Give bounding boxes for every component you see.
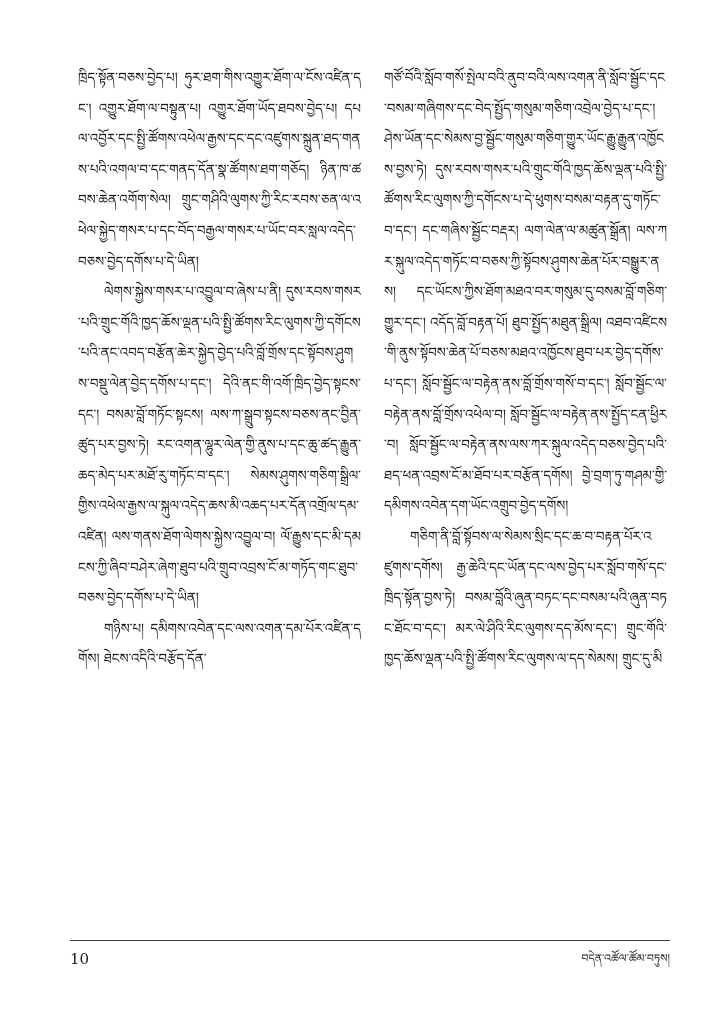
left-paragraph-3: གཉིས་པ། དམིགས་འབེན་དང་ལས་འགན་དམ་པོར་འཛིན་དགོས། ཐེངས་འདིའི་བརྩོད་དོན་	[78, 621, 361, 668]
right-text-column	[384, 64, 667, 932]
left-text-column	[78, 64, 361, 910]
left-paragraph-2: ལེགས་སྐྱེས་གསར་པ་འབྱུལ་བ་ཞེས་པ་ནི། དུས་རབས་གསར་པའི་གྲུང་གོའི་ཁྱད་ཆོས་ལྡན་པའི་སྤྱི་ཚོགས་རིང་ལུགས་ཀྱི་དགོངས་པའི་ནང་འབད་བརྩོན་ཆེར་སྐྱེད་བྱེད་པའི་བློ་གྲོས་དང་སྟོབས་ཤུགས་བསྡུ་ལེན་བྱེད་དགོས་པ་དང་། དེའི་ནང་གི་འགོ་ཁྲིད་བྱེད་སྟངས་དང་། བསམ་བློ་གཏོང་སྟངས། ལས་ཀ་སྒྲུབ་སྟངས་བཅས་ནང་བྱིན་ཚུད་པར་བྱས་ཏེ། རང་འགན་ལྷུར་ལེན་གྱི་ནུས་པ་དང་ཆུ་ཚད་རྒྱུན་ཆད་མེད་པར་མཐོ་རུ་གཏོང་བ་དང་། སེམས་ཤུགས་གཅིག་སྒྲིལ་གྱིས་འཕེལ་རྒྱས་ལ་སྐུལ་འདེད་ཆས་མི་འཆད་པར་དོན་འགྲོལ་དམ་འཛིན། ལས་གནས་ཐོག་ལེགས་སྐྱེས་འབྱུལ་བ། ལོ་རྒྱུས་དང་མི་དམངས་ཀྱི་ཞིབ་བཤེར་ཞེག་ཐུབ་པའི་གྲུབ་འབྲས་ངོ་མ་གཏོད་གང་ཐུབ་བཅས་བྱེད་དགོས་པ་དེ་ཡིན།	[78, 285, 361, 607]
right-paragraph-1: གཙོ་བོའི་སློབ་གསོ་སྤེལ་བའི་ནུབ་བའི་ལས་འགན་ནི་སློབ་སྦྱོང་དང་བསམ་གཞིགས་དང་བེད་སྤྱོད་གསུམ་གཅིག་འབྲེལ་བྱེད་པ་དང་། ཤེས་ཡོན་དང་སེམས་བྱ་སྦྱོང་གསུམ་གཅིག་གྱུར་ཡོང་རྒྱུ་རྒྱུན་འཁྱོངས་བྱས་ཏེ། དུས་རབས་གསར་པའི་གྲུང་གོའི་ཁྱད་ཆོས་ལྡན་པའི་སྤྱི་ཚོགས་རིང་ལུགས་ཀྱི་དགོངས་པ་དེ་ཕུགས་བསམ་བརྟན་དུ་གཏོང་བ་དང་། དང་གཞིས་སྦྱོང་བརྡར། ལག་ལེན་ལ་མཚུན་སྒྲོན། ལས་ཀར་སྐུལ་འདེད་གཏོང་བ་བཅས་ཀྱི་སྟོབས་ཤུགས་ཆེན་པོར་བསྒྱུར་ནས། དང་ཡོངས་ཀྱིས་ཐོག་མཐའ་བར་གསུམ་དུ་བསམ་བློ་གཅིག་གྱུར་དང་། འདོད་བློ་བརྟན་པོ། ཐུབ་སྤྱོད་མཐུན་སྒྲིལ། འཐབ་འཛིངས་གི་ནུས་སྟོབས་ཆེན་པོ་བཅས་མཐའ་འཁྱོངས་ཐུབ་པར་བྱེད་དགོས་པ་དང་། སློབ་སྦྱོང་ལ་བརྟེན་ནས་བློ་གྲོས་གསོ་བ་དང་། སློབ་སྦྱོང་ལ་བརྟེན་ནས་བློ་གྲོས་འཕེལ་བ། སློབ་སྦྱོང་ལ་བརྟེན་ནས་སྤྱོད་ངན་ཕྱིར་བ། སློབ་སྦྱོང་ལ་བརྟེན་ནས་ལས་ཀར་སྐུལ་འདེད་བཅས་བྱེད་པའི་ཐད་ཕན་འབྲས་ངོ་མ་ཐོབ་པར་བརྩོན་དགོས། བྱེ་བྲག་ཏུ་གཤམ་གྱི་དམིགས་འབེན་དག་ཡོང་འགྲུབ་བྱེད་དགོས།	[384, 71, 667, 515]
right-paragraph-2: གཅིག་ནི་བློ་སྟོབས་ལ་སེམས་སྲིང་དང་ཆ་བ་བརྟན་པོར་འཛུགས་དགོས། རྒྱ་ཆེའི་དང་ཡོན་དང་ལས་བྱེད་པར་སློབ་གསོ་དང་ཁྲིད་སྟོན་བྱས་ཏེ། བསམ་བློའི་ཞུན་བཏང་དང་བསམ་པའི་ཞུན་བཏང་ཐོང་བ་དང་། མར་ལེ་ཤིའི་རིང་ལུགས་དད་མོས་དང་། གྲུང་གོའི་ཁྱད་ཆོས་ལྡན་པའི་སྤྱི་ཚོགས་རིང་ལུགས་ལ་དད་སེམས། གྲུང་དུ་མི	[384, 529, 667, 668]
running-footer-title: བདེན་འཚོལ་ཚོམ་བཏུས།	[581, 952, 670, 965]
footer-divider	[70, 940, 670, 941]
left-paragraph-1: ཁྲིད་སྟོན་བཅས་བྱེད་པ། ཧུར་ཐག་གིས་འགྱུར་ཐོག་ལ་ངོས་འཛིན་དང་། འགྱུར་ཐོག་ལ་བསྟུན་པ། འགྱུར་ཐོག་ཡོད་ཐབས་བྱེད་པ། དཔལ་འབྱོར་དང་སྤྱི་ཚོགས་འཕེལ་རྒྱས་དང་དང་འཛུགས་སྐྲུན་ཐད་གནས་པའི་འགལ་བ་དང་གནད་དོན་སྣ་ཚོགས་ཐག་གཅོད། ཉིན་ཁ་ཚབས་ཆེན་འགོག་སེལ། གྲུང་གཤིའི་ལུགས་ཀྱི་རིང་རབས་ཅན་ལ་འཕེལ་སྐྱེད་གསར་པ་དང་བོད་བརྒྱལ་གསར་པ་ཡོང་བར་སླལ་འདེད་བཅས་བྱེད་དགོས་པ་དེ་ཡིན།	[78, 71, 361, 270]
page-number: 10	[70, 950, 90, 968]
